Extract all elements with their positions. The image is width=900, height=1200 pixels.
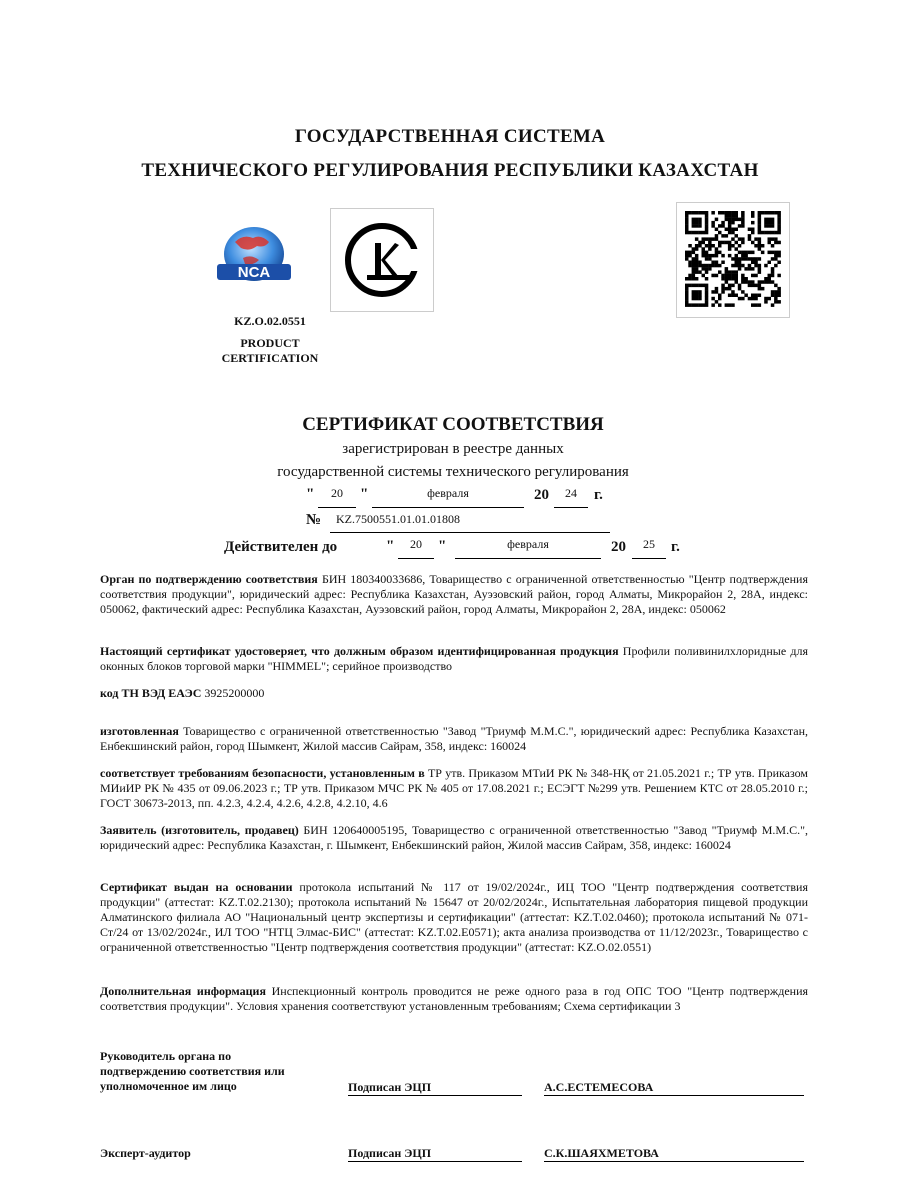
- qr-code: [676, 202, 790, 318]
- reg-year-suffix: г.: [594, 487, 603, 503]
- basis-text: протокола испытаний № 117 от 19/02/2024г., ИЦ ТОО "Центр подтверждения соответствия продукции" (аттестат: KZ.T.02.2130); протокола испытаний № 15647 от 20/02/2024г., Испытательная лаборатория пищевой продукции Алматинского филиала АО "Национальный центр экспертизы и сертификации" (аттестат: KZ.T.02.0460); протокола испытаний № 071-Ст/24 от 13/02/2024г., ИЛ ТОО "НТЦ Элмас-БИС" (аттестат: KZ.T.02.E0571); акта анализа производства от 11/12/2023г., Товарищество с ограниченной ответственностью "Центр подтверждения соответствия продукции" (аттестат: KZ.O.02.0551): [100, 880, 808, 954]
- header-line-1: ГОСУДАРСТВЕННАЯ СИСТЕМА: [294, 126, 606, 147]
- reg-quote-close: ": [360, 486, 369, 502]
- valid-day: 20: [398, 537, 434, 559]
- made-section: [100, 724, 808, 754]
- valid-century: 20: [611, 539, 626, 555]
- registry-line-1: зарегистрирован в реестре данных: [342, 441, 564, 457]
- code-label: код ТН ВЭД ЕАЭС: [100, 686, 202, 700]
- head-label-line-2: подтверждению соответствия или: [100, 1064, 285, 1078]
- certificate-number: KZ.7500551.01.01.01808: [330, 512, 610, 533]
- valid-quote-close: ": [438, 538, 447, 554]
- product-section: [100, 644, 808, 674]
- reg-day: 20: [318, 486, 356, 508]
- applicant-section: [100, 823, 808, 853]
- extra-info-label: Дополнительная информация: [100, 984, 266, 998]
- made-text: Товарищество с ограниченной ответственностью "Завод "Триумф М.М.С.", юридический адрес: Республика Казахстан, Енбекшинский район, город Шымкент, Жилой массив Сайрам, 358, индекс: 160024: [100, 724, 808, 753]
- organ-section: [100, 572, 808, 617]
- requirements-section: [100, 766, 808, 811]
- valid-quote-open: ": [386, 538, 395, 554]
- applicant-text: БИН 120640005195, Товарищество с ограниченной ответственностью "Завод "Триумф М.М.С.", юридический адрес: Республика Казахстан, г. Шымкент, Енбекшинский район, Жилой массив Сайрам, 358, индекс: 160024: [100, 823, 808, 852]
- head-signatory-label: [100, 1049, 285, 1094]
- header-line-2: ТЕХНИЧЕСКОГО РЕГУЛИРОВАНИЯ РЕСПУБЛИКИ КАЗАХСТАН: [141, 160, 759, 181]
- reg-quote-open: ": [306, 486, 315, 502]
- extra-info-section: [100, 984, 808, 1014]
- organ-text: БИН 180340033686, Товарищество с ограниченной ответственностью "Центр подтверждения соответствия продукции", юридический адрес: Республика Казахстан, Ауэзовский район, город Алматы, Микрорайон 2, 28А, индекс: 050062, фактический адрес: Республика Казахстан, Ауэзовский район, город Алматы, Микрорайон 2, 28А, индекс: 050062: [100, 572, 808, 616]
- number-label: №: [306, 512, 322, 528]
- extra-info-text: Инспекционный контроль проводится не реже одного раза в год ОПС ТОО "Центр подтверждения соответствия продукции". Условия хранения соответствуют установленным требованиям; Схема сертификации 3: [100, 984, 809, 1013]
- nca-logo-text: NCA: [237, 264, 271, 281]
- head-name: А.С.ЕСТЕМЕСОВА: [544, 1080, 804, 1096]
- code-section: [100, 686, 808, 701]
- nca-globe-logo: [213, 222, 295, 294]
- accreditation-code: KZ.O.02.0551: [234, 314, 306, 328]
- valid-year-suffix: г.: [671, 539, 680, 555]
- expert-label: Эксперт-аудитор: [100, 1146, 191, 1160]
- head-label-line-1: Руководитель органа по: [100, 1049, 232, 1063]
- code-text: 3925200000: [201, 686, 265, 700]
- organ-label: Орган по подтверждению соответствия: [100, 572, 318, 586]
- registry-line-2: государственной системы технического регулирования: [277, 464, 629, 480]
- certificate-title: СЕРТИФИКАТ СООТВЕТСТВИЯ: [302, 414, 604, 435]
- expert-signature: Подписан ЭЦП: [348, 1146, 522, 1162]
- product-label-text: Настоящий сертификат удостоверяет, что должным образом идентифицированная продукция: [100, 644, 619, 658]
- basis-label: Сертификат выдан на основании: [100, 880, 293, 894]
- basis-section: [100, 880, 808, 955]
- kz-certification-mark: [330, 208, 434, 312]
- reg-month: февраля: [372, 486, 524, 508]
- requirements-text: ТР утв. Приказом МТиИ РК № 348-НҚ от 21.05.2021 г.; ТР утв. Приказом МИиИР РК № 435 от 09.06.2023 г.; ТР утв. Приказом МЧС РК № 405 от 17.08.2021 г.; ЕСЭГТ №299 утв. Решением КТС от 28.05.2010 г.; ГОСТ 30673-2013, пп. 4.2.3, 4.2.4, 4.2.6, 4.2.8, 4.2.10, 4.6: [100, 766, 808, 810]
- head-signature: Подписан ЭЦП: [348, 1080, 522, 1096]
- made-label: изготовленная: [100, 724, 179, 738]
- reg-year: 24: [554, 486, 588, 508]
- applicant-label: Заявитель (изготовитель, продавец): [100, 823, 299, 837]
- expert-name: С.К.ШАЯХМЕТОВА: [544, 1146, 804, 1162]
- valid-year: 25: [632, 537, 666, 559]
- reg-century: 20: [534, 487, 549, 503]
- product-text: Профили поливинилхлоридные для оконных блоков торговой марки "HIMMEL"; серийное производство: [100, 644, 809, 673]
- requirements-label: соответствует требованиям безопасности, установленным в: [100, 766, 425, 780]
- product-label: PRODUCT: [240, 336, 300, 350]
- certification-label: CERTIFICATION: [221, 351, 319, 365]
- valid-label: Действителен до: [224, 539, 338, 555]
- head-label-line-3: уполномоченное им лицо: [100, 1079, 237, 1093]
- valid-month: февраля: [455, 537, 601, 559]
